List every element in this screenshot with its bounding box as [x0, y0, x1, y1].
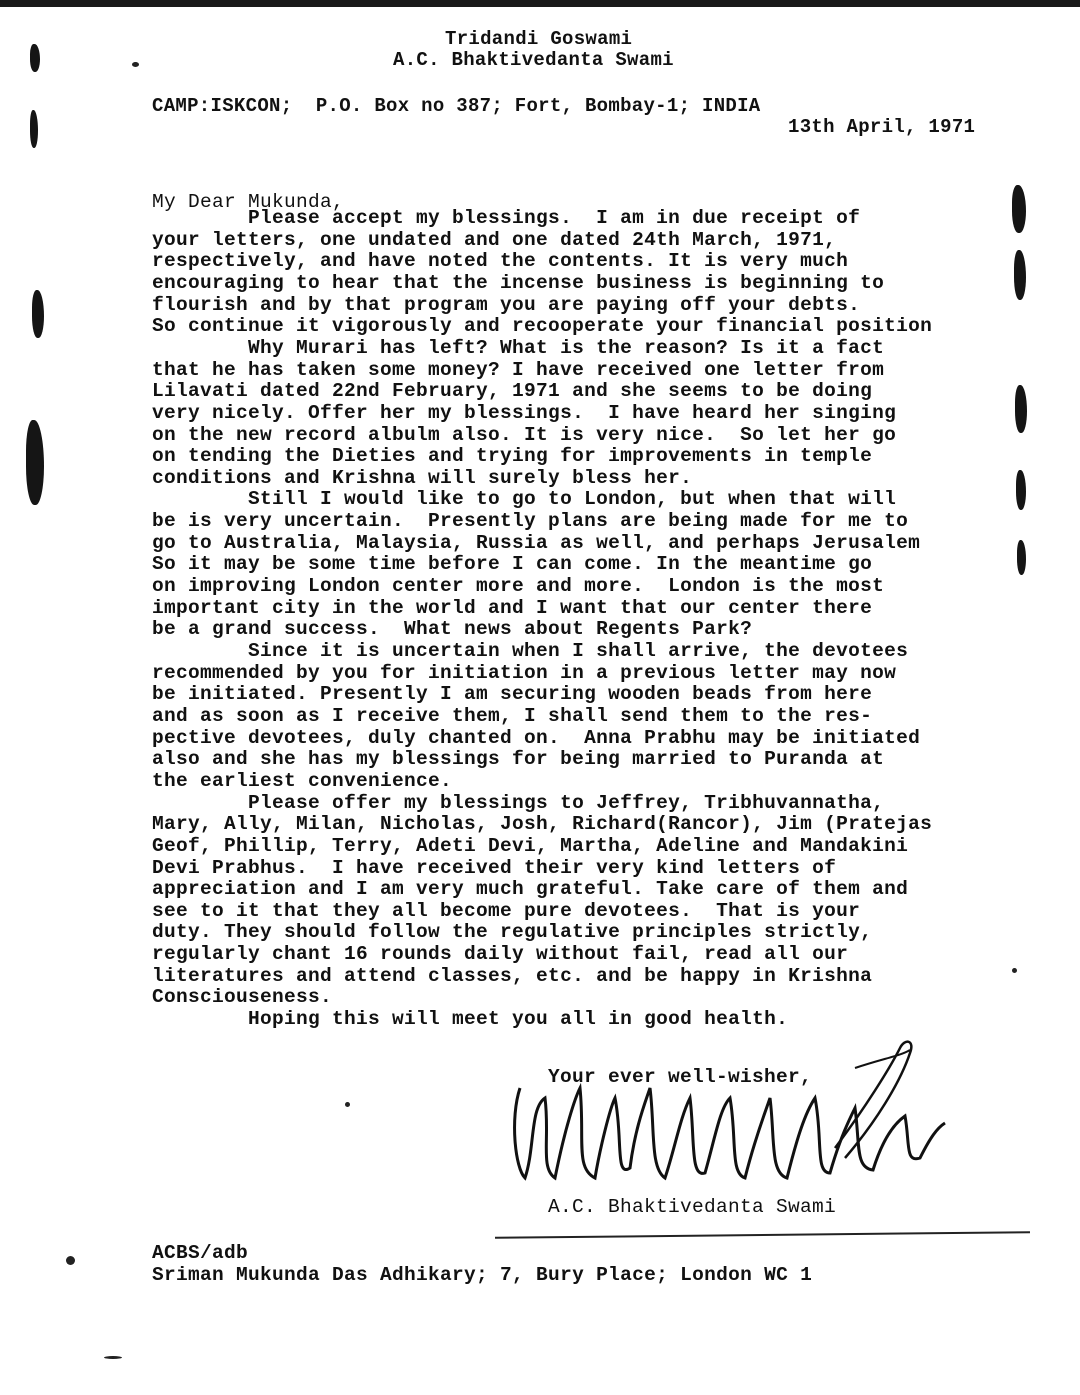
signature-name: A.C. Bhaktivedanta Swami [548, 1196, 837, 1218]
letterhead-title: Tridandi Goswami [445, 28, 633, 50]
body-line: Mary, Ally, Milan, Nicholas, Josh, Richard(Rancor), Jim (Pratejas [152, 813, 933, 836]
scan-speck [1012, 968, 1017, 973]
scan-blot [30, 44, 40, 72]
body-line: So continue it vigorously and recooperate your financial position [152, 315, 933, 338]
body-line: that he has taken some money? I have received one letter from [152, 358, 885, 381]
closing: Your ever well-wisher, [548, 1066, 813, 1088]
body-line: important city in the world and I want that our center there [152, 596, 873, 619]
body-line: literatures and attend classes, etc. and be happy in Krishna [152, 964, 873, 987]
body-line: So it may be some time before I can come. In the meantime go [152, 553, 873, 576]
salutation: My Dear Mukunda, [152, 191, 345, 213]
scan-blot [1012, 185, 1026, 233]
body-line: very nicely. Offer her my blessings. I have heard her singing [152, 401, 897, 424]
body-line: Why Murari has left? What is the reason? Is it a fact [152, 336, 885, 359]
body-line: be is very uncertain. Presently plans are being made for me to [152, 510, 909, 533]
body-line: appreciation and I am very much grateful. Take care of them and [152, 878, 909, 901]
body-line: be initiated. Presently I am securing wooden beads from here [152, 683, 873, 706]
body-line: Please accept my blessings. I am in due receipt of [152, 207, 861, 229]
body-line: on improving London center more and more. London is the most [152, 575, 885, 598]
scan-blot [1016, 470, 1026, 510]
body-line: duty. They should follow the regulative principles strictly, [152, 921, 873, 944]
scan-speck [104, 1356, 122, 1359]
scan-blot [26, 420, 44, 505]
letter-date: 13th April, 1971 [788, 116, 976, 138]
body-line: and as soon as I receive them, I shall send them to the res- [152, 704, 873, 727]
scan-speck [66, 1256, 75, 1265]
body-line: flourish and by that program you are paying off your debts. [152, 293, 861, 316]
scan-top-edge [0, 0, 1080, 7]
body-line: on tending the Dieties and trying for improvements in temple [152, 445, 873, 468]
address-line: CAMP:ISKCON; P.O. Box no 387; Fort, Bombay-1; INDIA [152, 95, 761, 117]
body-line: Hoping this will meet you all in good health. [152, 1008, 789, 1031]
body-line: recommended by you for initiation in a previous letter may now [152, 661, 897, 684]
body-line: also and she has my blessings for being married to Puranda at [152, 748, 885, 771]
handwritten-signature [505, 1028, 955, 1203]
body-line: regularly chant 16 rounds daily without fail, read all our [152, 943, 849, 966]
body-line: pective devotees, duly chanted on. Anna Prabhu may be initiated [152, 726, 921, 749]
body-line: go to Australia, Malaysia, Russia as well, and perhaps Jerusalem [152, 531, 921, 554]
body-line: see to it that they all become pure devotees. That is your [152, 899, 861, 922]
letterhead-name: A.C. Bhaktivedanta Swami [393, 49, 674, 71]
scan-blot [1015, 385, 1027, 433]
signature-rule [495, 1231, 1030, 1239]
scan-speck [132, 62, 139, 67]
body-line: Please offer my blessings to Jeffrey, Tribhuvannatha, [152, 791, 885, 814]
body-line: on the new record albulm also. It is very nice. So let her go [152, 423, 897, 446]
scan-blot [1014, 250, 1026, 300]
body-line: Consciouseness. [152, 986, 333, 1009]
body-line: your letters, one undated and one dated 24th March, 1971, [152, 228, 837, 251]
reference-initials: ACBS/adb [152, 1242, 249, 1264]
body-line: Devi Prabhus. I have received their very kind letters of [152, 856, 837, 879]
body-line: be a grand success. What news about Regents Park? [152, 618, 753, 641]
body-line: respectively, and have noted the contents. It is very much [152, 250, 849, 273]
scan-blot [1017, 540, 1026, 575]
body-line: Still I would like to go to London, but when that will [152, 488, 897, 511]
recipient-address: Sriman Mukunda Das Adhikary; 7, Bury Place; London WC 1 [152, 1264, 813, 1286]
scan-blot [32, 290, 44, 338]
scan-blot [30, 110, 38, 148]
scan-speck [345, 1102, 350, 1107]
body-line: conditions and Krishna will surely bless her. [152, 466, 693, 489]
body-line: encouraging to hear that the incense business is beginning to [152, 271, 885, 294]
body-line: Geof, Phillip, Terry, Adeti Devi, Martha, Adeline and Mandakini [152, 834, 909, 857]
body-line: Since it is uncertain when I shall arrive, the devotees [152, 640, 909, 662]
body-line: the earliest convenience. [152, 769, 453, 792]
body-line: Lilavati dated 22nd February, 1971 and she seems to be doing [152, 380, 873, 403]
